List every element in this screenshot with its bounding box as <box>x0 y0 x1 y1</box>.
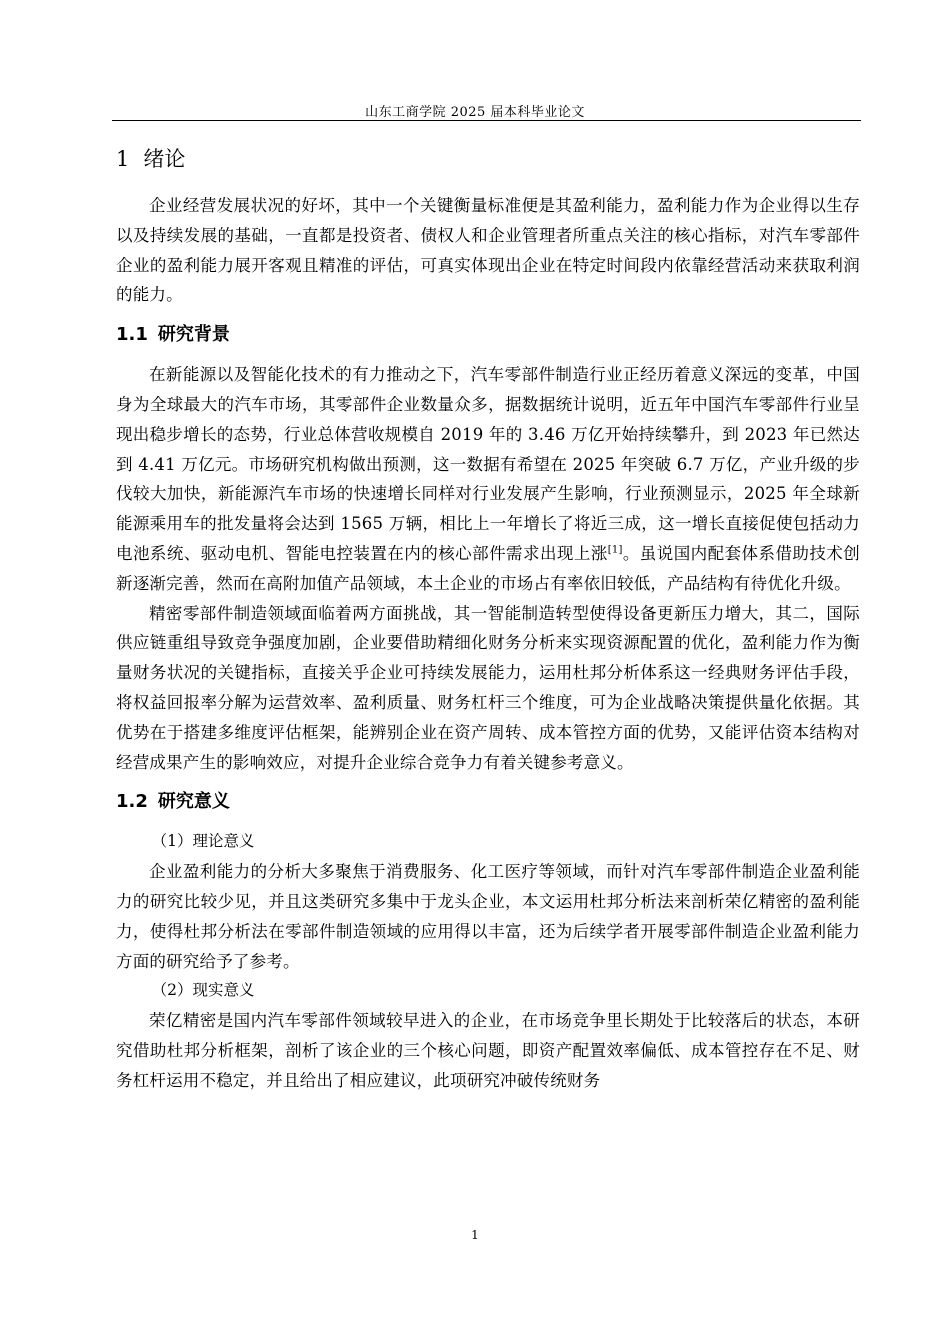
subheading-theory: （1）理论意义 <box>151 832 255 851</box>
chapter-number: 1 <box>116 147 130 171</box>
section-number: 1.2 <box>116 791 148 813</box>
chapter-intro-paragraph: 企业经营发展状况的好坏，其中一个关键衡量标准便是其盈利能力，盈利能力作为企业得以生存以及持续发展的基础，一直都是投资者、债权人和企业管理者所重点关注的核心指标，对汽车零部件企业的盈利能力展开客观且精准的评估，可真实体现出企业在特定时间段内依靠经营活动来获取利润的能力。 <box>116 196 860 305</box>
page-body <box>116 142 860 1096</box>
section-number: 1.1 <box>116 324 148 346</box>
section-title-text: 研究背景 <box>157 324 230 346</box>
section-title-text: 研究意义 <box>157 791 230 813</box>
section-title-1-2 <box>116 782 860 822</box>
header-rule <box>112 120 861 121</box>
chapter-title <box>116 142 860 176</box>
subheading-practice: （2）现实意义 <box>151 981 255 1000</box>
chapter-title-text: 绪论 <box>143 147 186 171</box>
section-title-1-1 <box>116 315 860 355</box>
background-paragraph-2: 精密零部件制造领域面临着两方面挑战，其一智能制造转型使得设备更新压力增大，其二，国际供应链重组导致竞争强度加剧，企业要借助精细化财务分析来实现资源配置的优化，盈利能力作为衡量财务状况的关键指标，直接关乎企业可持续发展能力，运用杜邦分析体系这一经典财务评估手段，将权益回报率分解为运营效率、盈利质量、财务杠杆三个维度，可为企业战略决策提供量化依据。其优势在于搭建多维度评估框架，能辨别企业在资产周转、成本管控方面的优势，又能评估资本结构对经营成果产生的影响效应，对提升企业综合竞争力有着关键参考意义。 <box>116 603 860 772</box>
theory-paragraph: 企业盈利能力的分析大多聚焦于消费服务、化工医疗等领域，而针对汽车零部件制造企业盈利能力的研究比较少见，并且这类研究多集中于龙头企业，本文运用杜邦分析法来剖析荣亿精密的盈利能力，使得杜邦分析法在零部件制造领域的应用得以丰富，还为后续学者开展零部件制造企业盈利能力方面的研究给予了参考。 <box>116 862 860 971</box>
background-text-part-2: 。虽说国内配套体系借助技术创新逐渐完善，然而在高附加值产品领域，本土企业的市场占有率依旧较低，产品结构有待优化升级。 <box>116 543 860 593</box>
practice-paragraph: 荣亿精密是国内汽车零部件领域较早进入的企业，在市场竞争里长期处于比较落后的状态，本研究借助杜邦分析框架，剖析了该企业的三个核心问题，即资产配置效率偏低、成本管控存在不足、财务杠杆运用不稳定，并且给出了相应建议，此项研究冲破传统财务 <box>116 1011 860 1090</box>
background-text-part-1: 在新能源以及智能化技术的有力推动之下，汽车零部件制造行业正经历着意义深远的变革，中国身为全球最大的汽车市场，其零部件企业数量众多，据数据统计说明，近五年中国汽车零部件行业呈现出稳步增长的态势，行业总体营收规模自 2019 年的 3.46 万亿开始持续攀升，到 2023 年已然达到 4.41 万亿元。市场研究机构做出预测，这一数据有希望在 2025 年突破 6.7 万亿，产业升级的步伐较大加快，新能源汽车市场的快速增长同样对行业发展产生影响，行业预测显示，2025 年全球新能源乘用车的批发量将会达到 1565 万辆，相比上一年增长了将近三成，这一增长直接促使包括动力电池系统、驱动电机、智能电控装置在内的核心部件需求出现上涨 <box>116 365 860 563</box>
background-paragraph-1 <box>116 360 860 598</box>
running-header: 山东工商学院 2025 届本科毕业论文 <box>365 105 585 120</box>
page-number: 1 <box>471 1228 479 1242</box>
citation-ref[interactable]: [1] <box>607 544 623 556</box>
